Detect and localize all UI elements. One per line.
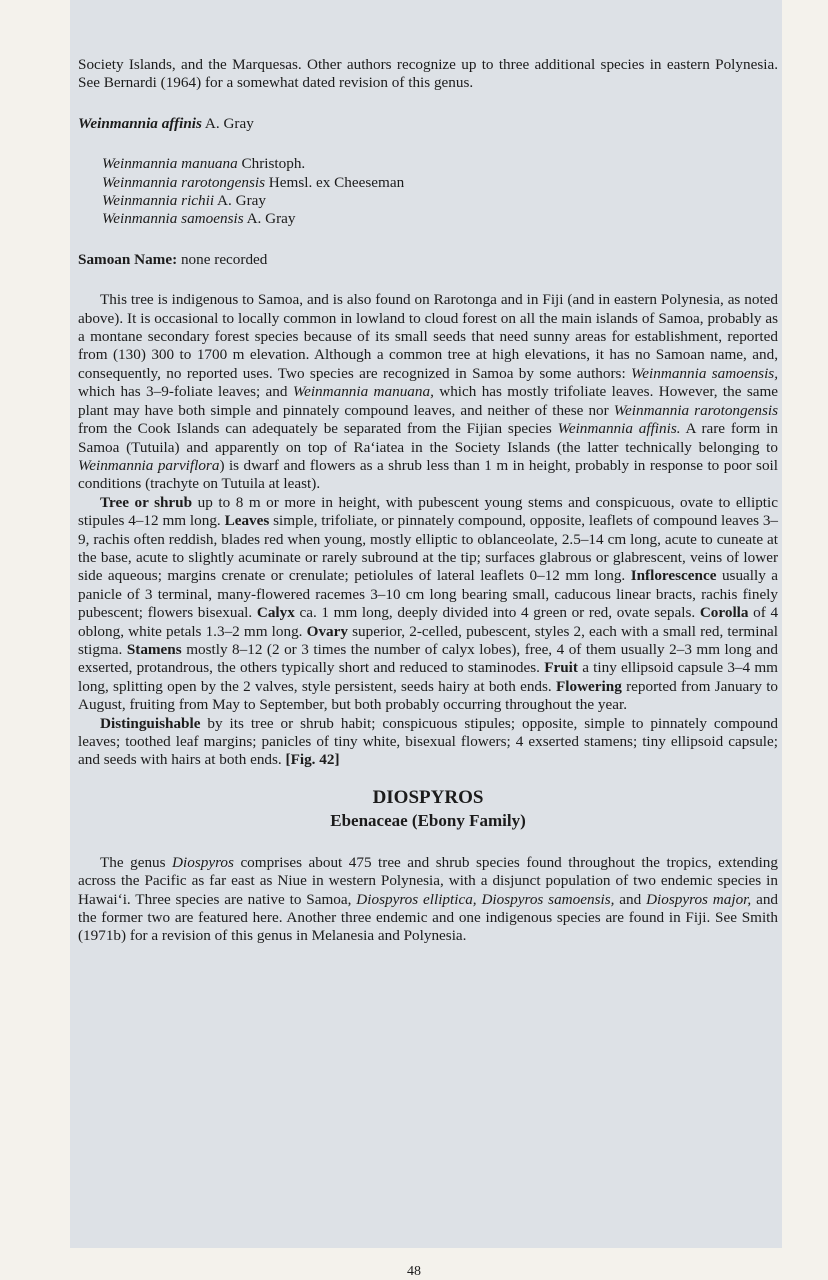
description-paragraph: Tree or shrub up to 8 m or more in height, with pubescent young stems and conspicuous, ovate to elliptic stipules 4–12 mm long. Leaves simple, trifoliate, or pinnately compound, opposite, leaflets of compound leaves 3–9, rachis often reddish, blades red when young, mostly elliptic to oblanceolate, 2.5–14 cm long, acute to cuneate at the base, acute to slightly acuminate or rarely subround at the tip; surfaces glabrous or glabrescent, veins of lower side aqueous; margins crenate or crenulate; petiolules of lateral leaflets 0–12 mm long. Inflorescence usually a panicle of 3 terminal, many-flowered racemes 3–10 cm long bearing small, caducous linear bracts, rachis finely pubescent; flowers bisexual. Calyx ca. 1 mm long, deeply divided into 4 green or red, ovate sepals. Corolla of 4 oblong, white petals 1.3–2 mm long. Ovary superior, 2-celled, pubescent, styles 2, each with a small red, terminal stigma. Stamens mostly 8–12 (2 or 3 times the number of calyx lobes), free, 4 of them usually 2–3 mm long and exserted, protandrous, the others typically short and reduced to staminodes. Fruit a tiny ellipsoid capsule 3–4 mm long, splitting open by the 2 valves, style persistent, seeds hairy at both ends. Flowering reported from January to August, fruiting from May to September, but both probably occurring throughout the year. xyxy=(78,493,779,714)
synonym: Weinmannia samoensis A. Gray xyxy=(102,210,296,228)
synonym: Weinmannia rarotongensis Hemsl. ex Cheeseman xyxy=(102,173,405,191)
figure-reference: [Fig. 42] xyxy=(285,751,340,769)
species-heading xyxy=(78,115,778,133)
distinguishable-paragraph: Distinguishable by its tree or shrub habit; conspicuous stipules; opposite, simple to pinnately compound leaves; toothed leaf margins; panicles of tiny white, bisexual flowers; 4 exserted stamens; tiny ellipsoid capsule; and seeds with hairs at both ends. [Fig. 42] xyxy=(78,714,779,769)
intro-tail: Society Islands, and the Marquesas. Other authors recognize up to three additional species in eastern Polynesia. See Bernardi (1964) for a somewhat dated revision of this genus. xyxy=(78,56,778,92)
samoan-name xyxy=(78,251,778,269)
synonym-list xyxy=(78,155,778,229)
synonym: Weinmannia manuana Christoph. xyxy=(102,155,306,173)
discussion-paragraph: This tree is indigenous to Samoa, and is also found on Rarotonga and in Fiji (and in eastern Polynesia, as noted above). It is occasional to locally common in lowland to cloud forest on all the main islands of Samoa, probably as a montane secondary forest species because of its small seeds that need sunny areas for establishment, reported from (130) 300 to 1700 m elevation. Although a common tree at high elevations, it has no Samoan name, and, consequently, no reported uses. Two species are recognized in Samoa by some authors: Weinmannia samoensis, which has 3–9-foliate leaves; and Weinmannia manuana, which has mostly trifoliate leaves. However, the same plant may have both simple and pinnately compound leaves, and neither of these nor Weinmannia rarotongensis from the Cook Islands can adequately be separated from the Fijian species Weinmannia affinis. A rare form in Samoa (Tutuila) and apparently on top of Ra‘iatea in the Society Islands (the latter technically belonging to Weinmannia parviflora) is dwarf and flowers as a shrub less than 1 m in height, probably in response to poor soil conditions (trachyte on Tutuila at least). xyxy=(78,291,779,493)
samoan-name-value: none recorded xyxy=(180,250,268,268)
genus-title: DIOSPYROS xyxy=(372,786,484,808)
samoan-name-label: Samoan Name: xyxy=(78,250,178,268)
family-title: Ebenaceae (Ebony Family) xyxy=(330,810,526,830)
species-name: Weinmannia affinis xyxy=(78,114,202,132)
page-number: 48 xyxy=(407,1264,421,1279)
synonym: Weinmannia richii A. Gray xyxy=(102,192,266,210)
genus-paragraph: The genus Diospyros comprises about 475 tree and shrub species found throughout the tropics, extending across the Pacific as far east as Niue in western Polynesia, with a disjunct population of two endemic species in Hawai‘i. Three species are native to Samoa, Diospyros elliptica, Diospyros samoensis, and Diospyros major, and the former two are featured here. Another three endemic and one indigenous species are found in Fiji. See Smith (1971b) for a revision of this genus in Melanesia and Polynesia. xyxy=(78,853,779,945)
page-content xyxy=(78,56,778,946)
species-author: A. Gray xyxy=(204,114,254,132)
